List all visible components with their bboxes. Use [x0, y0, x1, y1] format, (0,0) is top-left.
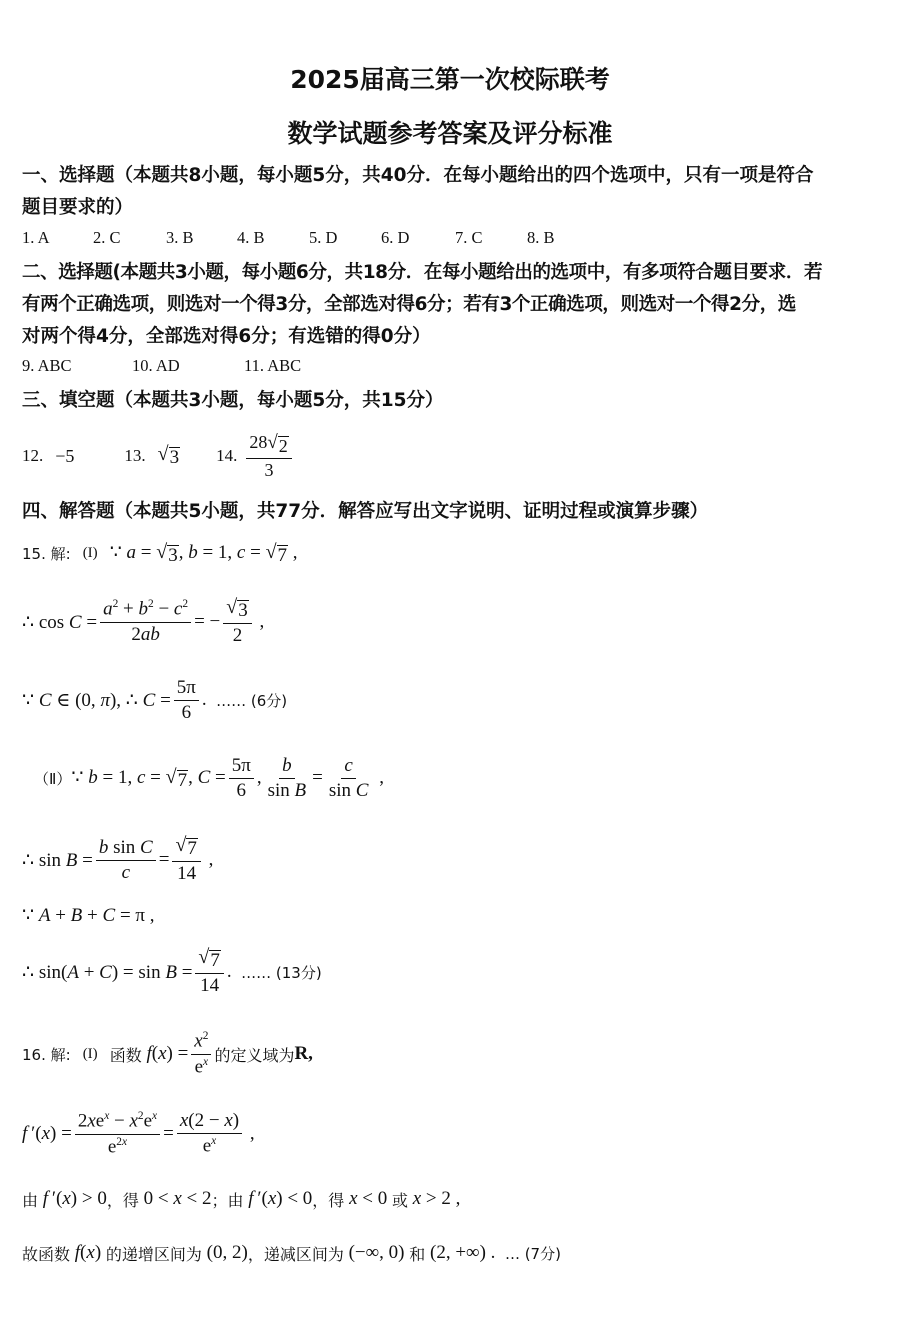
- q16-label: 16. 解:: [22, 1045, 71, 1064]
- answer-7: 7. C: [455, 228, 483, 247]
- answer-10: 10. AD: [132, 356, 180, 375]
- q15-sinB-line: ∴ sin B = $\frac{\text{b sin C}}{c}$ = √ 7 14 ,: [22, 834, 214, 884]
- q15-result-line: ∴ sin(A + C) = sin B = √ 7 14 . …… (13分): [22, 946, 322, 996]
- answer-5: 5. D: [309, 228, 338, 247]
- q16-part1-label: (I): [82, 1045, 98, 1062]
- answer-2: 2. C: [93, 228, 121, 247]
- page-subtitle: 数学试题参考答案及评分标准: [287, 119, 613, 148]
- q16-func-line: 16. 解: (I) 函数 f(x) = $\frac{x^2}{e^x}$ 的定义域为 R,: [22, 1030, 313, 1077]
- section1-heading-line2: 题目要求的）: [22, 197, 134, 218]
- section4-heading: 四、解答题（本题共5小题，共77分．解答应写出文字说明、证明过程或演算步骤）: [22, 501, 709, 522]
- q12-answer: −5: [55, 445, 75, 466]
- section1-heading-line1: 一、选择题（本题共8小题，每小题5分，共40分．在每小题给出的四个选项中，只有一项是符合: [22, 165, 814, 186]
- answer-9: 9. ABC: [22, 356, 72, 375]
- q16-derivative-line: f ′(x) = $\frac{2xe^x - x^2e^x}{e^{2x}}$ = $\frac{x(2 - x)}{e^x}$ ,: [22, 1110, 255, 1157]
- section3-heading: 三、填空题（本题共3小题，每小题5分，共15分）: [22, 390, 444, 411]
- q15-score2: …… (13分): [241, 963, 322, 982]
- q15-part2-line: （Ⅱ） ∵ b = 1, c = √ 7 , C = $\frac{5\pi}{6}$ , $\frac{b}{\text{sin B}}$ = $\frac{c}{\text{sin C}}$ ,: [34, 754, 384, 801]
- q15-sum-line: ∵ A + B + C = π ,: [22, 904, 155, 926]
- q15-part2-label: （Ⅱ）: [34, 769, 72, 788]
- section2-heading-line1: 二、选择题(本题共3小题，每小题6分，共18分．在每小题给出的选项中，有多项符合题目要求．若: [22, 262, 823, 283]
- q16-interval-line: 故函数 f(x) 的递增区间为 (0, 2) ，递减区间为 (−∞, 0) 和 (2, +∞) . … (7分): [22, 1242, 561, 1264]
- section2-heading-line2: 有两个正确选项，则选对一个得3分，全部选对得6分；若有3个正确选项，则选对一个得2分，选: [22, 294, 796, 315]
- q12-number: 12.: [22, 446, 44, 465]
- answer-11: 11. ABC: [244, 356, 302, 375]
- q16-sign-line: 由 f ′(x) > 0 ，得 0 < x < 2 ；由 f ′(x) < 0 ，得 x < 0 或 x > 2 ,: [22, 1188, 461, 1210]
- q14-number: 14.: [216, 446, 238, 465]
- answer-8: 8. B: [527, 228, 555, 247]
- answer-6: 6. D: [381, 228, 410, 247]
- q15-C-line: ∵ C ∈ (0, π), ∴ C = $\frac{5\pi}{6}$ . …… (6分): [22, 676, 288, 723]
- page-title: 2025届高三第一次校际联考: [290, 65, 610, 94]
- answer-4: 4. B: [237, 228, 265, 247]
- q15-given-line: 15. 解: (I) ∵ a = √ 3 , b = 1, c = √ 7 ,: [22, 540, 298, 566]
- q13-answer: √ 3: [157, 442, 180, 468]
- q14-answer: 28 √ 2 3: [246, 433, 291, 480]
- q13-number: 13.: [124, 446, 146, 465]
- q15-part1-label: (I): [82, 544, 98, 561]
- section2-heading-line3: 对两个得4分，全部选对得6分；有选错的得0分）: [22, 326, 431, 347]
- q16-score: … (7分): [504, 1244, 561, 1263]
- section1-answers: [22, 228, 555, 248]
- q15-label: 15. 解:: [22, 544, 71, 563]
- answer-1: 1. A: [22, 228, 50, 247]
- section3-answers: [22, 428, 295, 484]
- q15-cosC-line: ∴ cos C = $\frac{a^2 + b^2 - c^2}{2ab}$ = − √ 3 2 ,: [22, 596, 265, 646]
- q15-score1: …… (6分): [216, 691, 288, 710]
- answer-3: 3. B: [166, 228, 194, 247]
- section2-answers: [22, 356, 301, 376]
